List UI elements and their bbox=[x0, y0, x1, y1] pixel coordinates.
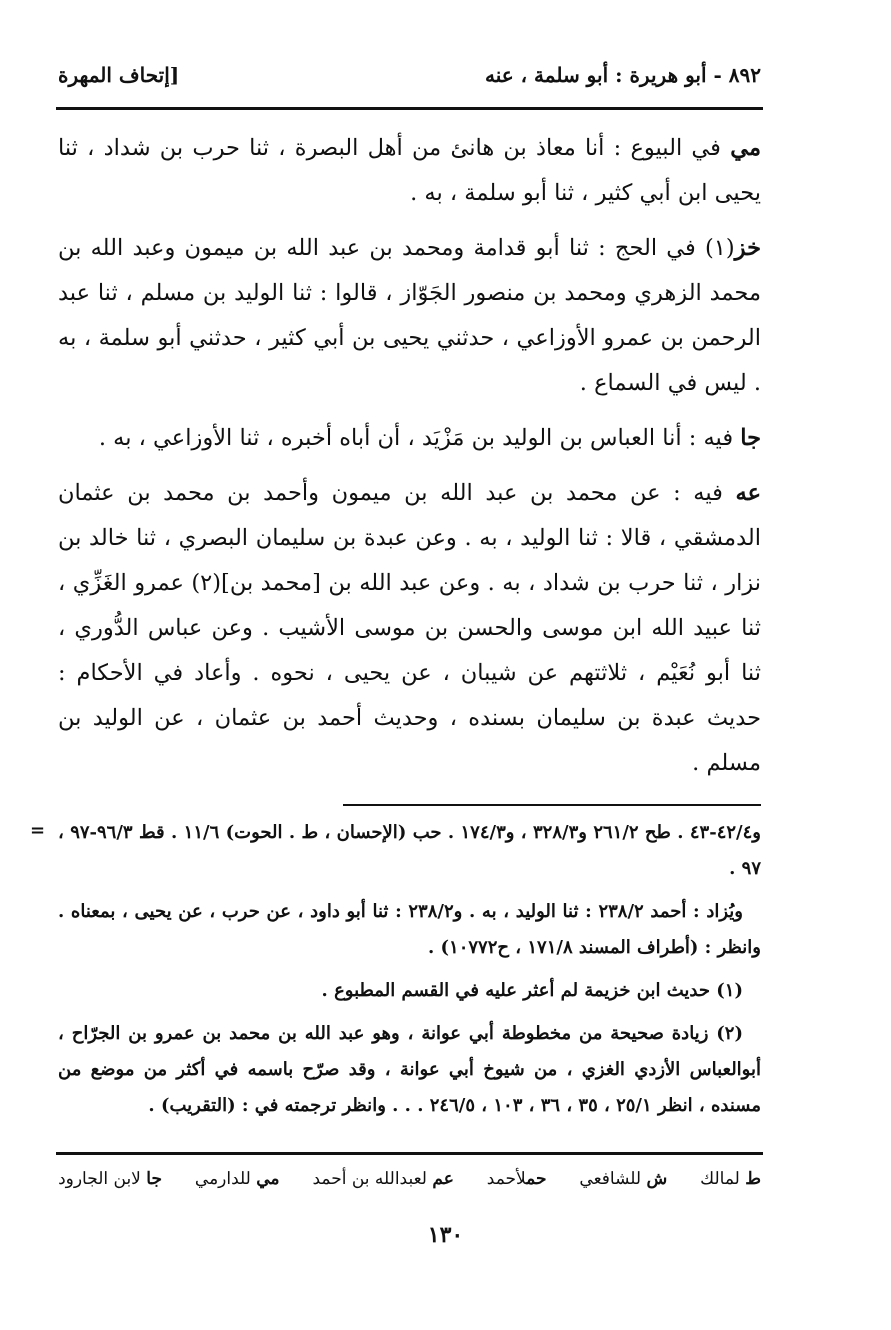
legend-item bbox=[312, 1169, 453, 1189]
legend-code: عم bbox=[432, 1169, 454, 1189]
legend-item bbox=[195, 1169, 280, 1189]
legend-code: مي bbox=[256, 1169, 280, 1189]
legend-label: للدارمي bbox=[194, 1169, 257, 1189]
legend-item bbox=[58, 1169, 162, 1189]
footnote-divider bbox=[343, 804, 761, 806]
running-header bbox=[58, 58, 761, 92]
source-code: خز bbox=[734, 235, 761, 261]
header-book-title: [إتحاف المهرة bbox=[58, 63, 180, 87]
legend-code: ش bbox=[646, 1169, 668, 1189]
paragraph-ah bbox=[58, 471, 761, 786]
continuation-mark: = bbox=[30, 820, 46, 841]
legend-item bbox=[579, 1169, 667, 1189]
source-code: جا bbox=[740, 425, 761, 451]
legend-code: حم bbox=[526, 1169, 547, 1189]
main-text bbox=[58, 126, 761, 796]
legend-code: جا bbox=[146, 1169, 162, 1189]
footnote-continuation: و٤٢/٤-٤٣ . طح ٢٦١/٢ و٣٢٨/٣ ، و١٧٤/٣ . حب (الإحسان ، ط . الحوت) ١١/٦ . قط ٩٦/٣-٩٧ ، ٩٧ . bbox=[58, 822, 761, 879]
legend-label: لعبدالله بن أحمد bbox=[312, 1169, 433, 1189]
paragraph-mi bbox=[58, 126, 761, 216]
footnote-1: (١) حديث ابن خزيمة لم أعثر عليه في القسم المطبوع . bbox=[321, 980, 743, 1001]
legend-label: لمالك bbox=[700, 1169, 746, 1189]
paragraph-ja bbox=[58, 416, 761, 461]
header-section-title: ٨٩٢ - أبو هريرة : أبو سلمة ، عنه bbox=[484, 63, 761, 87]
legend-label: لابن الجارود bbox=[58, 1169, 147, 1189]
legend-label: لأحمد bbox=[486, 1169, 527, 1189]
footnote-2: (٢) زيادة صحيحة من مخطوطة أبي عوانة ، وهو عبد الله بن محمد بن عمرو بن الجرّاح ، أبوالعباس الأزدي الغزي ، من شيوخ أبي عوانة ، وقد صرّح باسمه في أكثر من موضع من مسنده ، انظر ٢٥/١ ، ٣٥ ، ٣٦ ، ١٠٣ ، ٢٤٦/٥ . . . وانظر ترجمته في : (التقريب) . bbox=[58, 1023, 761, 1116]
paragraph-khz bbox=[58, 226, 761, 406]
footnotes bbox=[58, 815, 761, 1131]
paragraph-text: فيه : عن محمد بن عبد الله بن ميمون وأحمد بن محمد بن عثمان الدمشقي ، قالا : ثنا الوليد ، به . وعن عبدة بن سليمان البصري ، ثنا خالد بن نزار ، ثنا حرب بن شداد ، به . وعن عبد الله بن [محمد بن](٢) عمرو الغَزِّي ، ثنا عبيد الله ابن موسى والحسن بن موسى الأشيب . وعن عباس الدُّوري ، ثنا أبو نُعَيْم ، ثلاثتهم عن شيبان ، عن يحيى ، نحوه . وأعاد في الأحكام : حديث عبدة بن سليمان بسنده ، وحديث أحمد بن عثمان ، عن الوليد بن مسلم . bbox=[58, 480, 761, 776]
legend-item bbox=[487, 1169, 547, 1189]
paragraph-text: فيه : أنا العباس بن الوليد بن مَزْيَد ، أن أباه أخبره ، ثنا الأوزاعي ، به . bbox=[98, 425, 741, 451]
legend-code: ط bbox=[745, 1169, 761, 1189]
header-divider bbox=[56, 107, 763, 110]
paragraph-text: (١) في الحج : ثنا أبو قدامة ومحمد بن عبد الله بن ميمون وعبد الله بن محمد الزهري ومحمد بن منصور الجَوّاز ، قالوا : ثنا الوليد بن مسلم ، ثنا عبد الرحمن بن عمرو الأوزاعي ، حدثني يحيى بن أبي كثير ، حدثني أبو سلمة ، به . ليس في السماع . bbox=[58, 235, 761, 396]
abbreviation-legend bbox=[58, 1163, 761, 1195]
footnote-addition: ويُزاد : أحمد ٢٣٨/٢ : ثنا الوليد ، به . و٢٣٨/٢ : ثنا أبو داود ، عن حرب ، عن يحيى ، بمعناه . وانظر : (أطراف المسند ١٧١/٨ ، ح١٠٧٧٢) . bbox=[58, 901, 761, 958]
source-code: مي bbox=[730, 135, 761, 161]
legend-divider bbox=[56, 1152, 763, 1155]
source-code: عه bbox=[735, 480, 761, 506]
legend-item bbox=[700, 1169, 761, 1189]
paragraph-text: في البيوع : أنا معاذ بن هانئ من أهل البصرة ، ثنا حرب بن شداد ، ثنا يحيى ابن أبي كثير ، ثنا أبو سلمة ، به . bbox=[58, 135, 761, 206]
page-number: ١٣٠ bbox=[427, 1222, 464, 1248]
legend-label: للشافعي bbox=[579, 1169, 647, 1189]
